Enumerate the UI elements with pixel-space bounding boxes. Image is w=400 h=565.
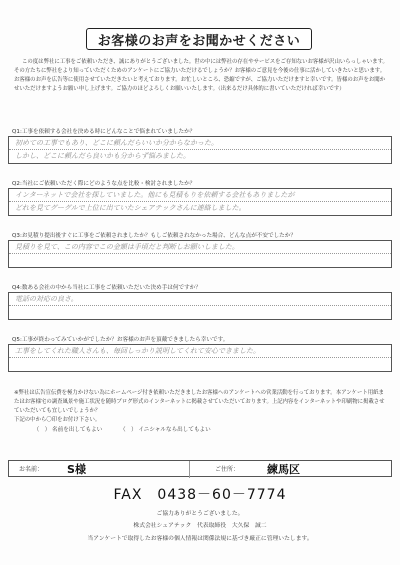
name-label: お名前： <box>19 466 44 473</box>
question-label: Q3:お見積り提出後すぐに工事をご依頼されましたか？もしご依頼されなかった場合、どんな点が不安でしたか？ <box>12 233 296 239</box>
address-label: ご住所： <box>215 466 240 473</box>
question-label: Q5:工事が終わってみていかがでしたか？お客様のお声を頂戴できましたら幸いです。 <box>12 337 229 343</box>
answer-box <box>8 188 392 216</box>
answer-line: 初めての工事でもあり、どこに頼んだらいいか分からなかった。 <box>9 137 391 150</box>
answer-line <box>9 358 391 371</box>
choice-name[interactable] <box>32 425 102 433</box>
answer-line: 電話の対応の良さ。 <box>9 293 391 306</box>
answer-line <box>9 306 391 319</box>
answer-line: 工事をしてくれた職人さんも、毎回しっかり説明してくれて安心できました。 <box>9 345 391 358</box>
question-2 <box>8 180 392 216</box>
name-value[interactable]: S様 <box>67 462 86 476</box>
answer-box <box>8 344 392 372</box>
select-prompt: 下記の中から〇印をお付け下さい。 <box>14 417 101 423</box>
choice-label: 名前を出してもよい <box>52 427 103 433</box>
company-signature: 株式会社シェアテック 代表取締役 大久保 誠二 <box>133 523 267 529</box>
answer-line: インターネットで会社を探していました。他にも見積もりを依頼する会社もありましたが <box>9 189 391 202</box>
page-title: お客様のお声をお聞かせください <box>86 28 312 50</box>
question-label: Q2:当社にご依頼いただく際にどのような点を比較・検討されましたか？ <box>12 181 196 187</box>
question-label: Q1:工事を依頼する会社を決める時にどんなことで悩まれていましたか？ <box>12 129 196 135</box>
customer-info-row <box>8 460 392 477</box>
choice-checkbox[interactable]: （ ） <box>119 427 137 433</box>
question-label: Q4:数ある会社の中から当社に工事をご依頼いただいた決め手は何ですか？ <box>12 285 201 291</box>
answer-box <box>8 292 392 320</box>
intro-text: この度は弊社に工事をご依頼いただき、誠にありがとうございました。世の中には弊社の存在やサービスをご存知ないお客様が沢山いらっしゃいます。その方たちに弊社をより知っていただくためのアンケートにご協力いただけるでしょうか？お客様のご意見を今後の仕事に活かしていきたいと思います。お客様のお声を広告等に使用させていただきたいと考えております。お忙しいところ、恐縮ですが、ご協力いただけますと幸いです。皆様のお声をお聞かせいただけますようお願い申し上げます。ご協力のほどよろしくお願いいたします。（出来るだけ具体的に書いていただければ幸いです） <box>14 59 388 92</box>
answer-line: どれを見てグーグルで上位に出ていたシェアテックさんに連絡しました。 <box>15 204 246 212</box>
question-1 <box>8 128 392 164</box>
publication-choices <box>32 425 211 433</box>
notice-text: ※弊社は広告宣伝費を極力かけない為にホームページ付き依頼いただきましたお客様へのアンケートへの営業活動を行っております。本アンケート用紙またはお客様宅の調査風景や施工状況を随時ブログ形式のインターネットに掲載させていただいております。上記内容をインターネットや印刷物に掲載させていただいても宜しいでしょうか？ <box>14 390 385 414</box>
choice-initial[interactable] <box>118 425 210 433</box>
choice-checkbox[interactable]: （ ） <box>33 427 51 433</box>
thanks-text: ご協力ありがとうございました。 <box>156 511 244 517</box>
question-3 <box>8 232 392 268</box>
answer-line: しかし、どこに頼んだら良いかも分からず悩みました。 <box>15 152 190 160</box>
question-4 <box>8 284 392 320</box>
answer-line <box>9 254 391 267</box>
question-5 <box>8 336 392 372</box>
answer-line: 見積りを見て、この内容でこの金額は手頃だと判断しお願いしました。 <box>9 241 391 254</box>
publication-notice <box>14 389 388 425</box>
answer-box <box>8 136 392 164</box>
address-value[interactable]: 練馬区 <box>267 462 301 476</box>
privacy-notice: 当アンケートで取得したお客様の個人情報は関係法規に基づき厳正に管理いたします。 <box>87 536 313 542</box>
answer-box <box>8 240 392 268</box>
choice-label: イニシャルなら出してもよい <box>138 427 211 433</box>
row-divider <box>189 461 190 478</box>
fax-number: FAX 0438－60－7774 <box>113 487 287 503</box>
